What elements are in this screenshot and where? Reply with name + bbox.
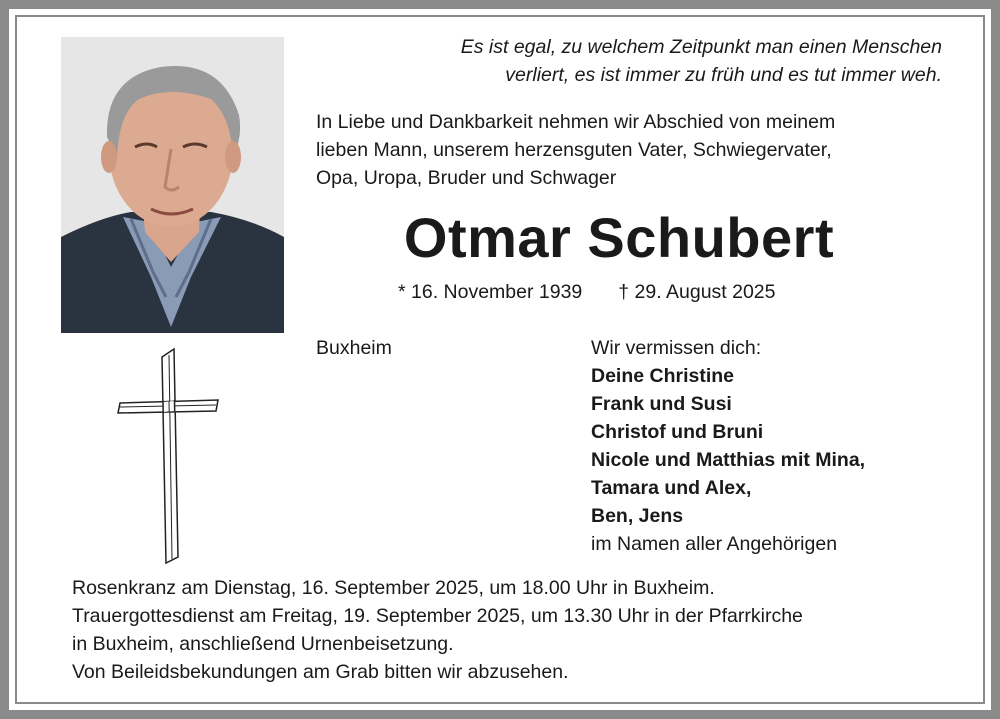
footer-line: Trauergottesdienst am Freitag, 19. September 2025, um 13.30 Uhr in der Pfarrkirche xyxy=(72,605,803,627)
portrait-photo xyxy=(61,37,284,333)
intro-line: Opa, Uropa, Bruder und Schwager xyxy=(316,167,617,189)
intro-text xyxy=(316,108,956,192)
mourner-name: Tamara und Alex, xyxy=(591,477,752,499)
quote-line: verliert, es ist immer zu früh und es tut immer weh. xyxy=(505,64,942,86)
life-dates xyxy=(398,278,776,306)
intro-line: lieben Mann, unserem herzensguten Vater, Schwiegervater, xyxy=(316,139,832,161)
opening-quote xyxy=(342,33,942,89)
footer-line: Rosenkranz am Dienstag, 16. September 2025, um 18.00 Uhr in Buxheim. xyxy=(72,577,715,599)
mourner-name: Frank und Susi xyxy=(591,393,732,415)
mourner-name: Nicole und Matthias mit Mina, xyxy=(591,449,866,471)
mourners-list xyxy=(591,334,865,558)
intro-line: In Liebe und Dankbarkeit nehmen wir Abschied von meinem xyxy=(316,111,836,133)
mourner-name: Deine Christine xyxy=(591,365,735,387)
cross-icon xyxy=(110,345,230,575)
deceased-name: Otmar Schubert xyxy=(403,206,835,269)
footer-line: in Buxheim, anschließend Urnenbeisetzung. xyxy=(72,633,454,655)
service-details xyxy=(72,574,972,686)
mourner-name: Christof und Bruni xyxy=(591,421,764,443)
birth-date: * 16. November 1939 xyxy=(398,281,583,303)
death-date: † 29. August 2025 xyxy=(618,281,776,303)
footer-line: Von Beileidsbekundungen am Grab bitten wir abzusehen. xyxy=(72,661,569,683)
place-name: Buxheim xyxy=(316,337,392,359)
mourners-heading: Wir vermissen dich: xyxy=(591,337,762,359)
mourners-closing: im Namen aller Angehörigen xyxy=(591,533,838,555)
quote-line: Es ist egal, zu welchem Zeitpunkt man einen Menschen xyxy=(460,36,942,58)
mourner-name: Ben, Jens xyxy=(591,505,684,527)
